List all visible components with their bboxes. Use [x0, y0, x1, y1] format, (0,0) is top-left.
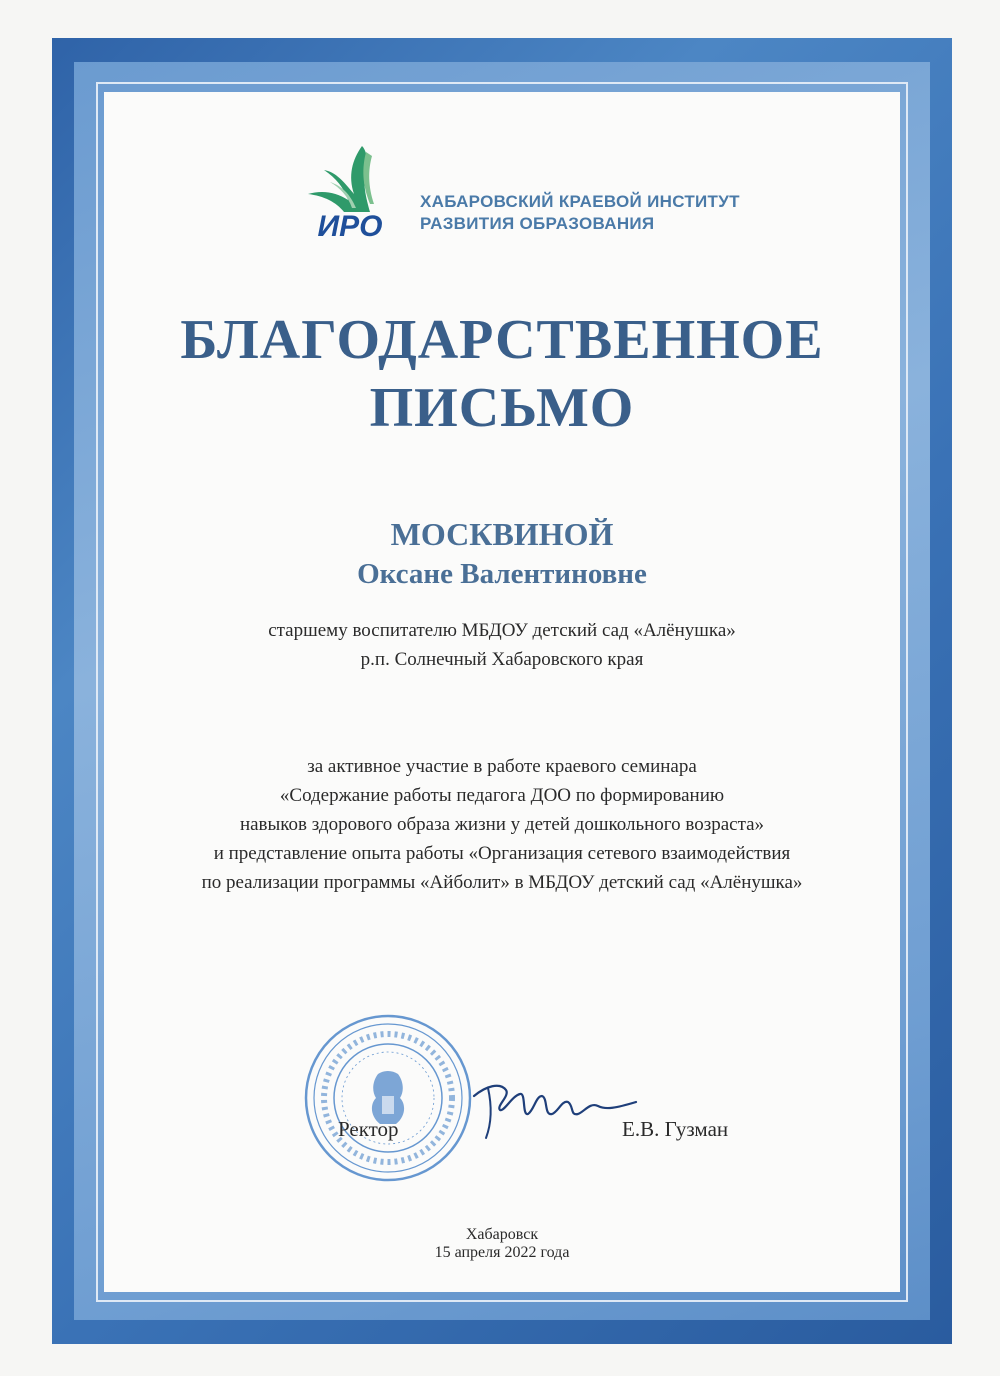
position-line1: старшему воспитателю МБДОУ детский сад «Алёнушка» [268, 620, 736, 641]
document-title-line1: БЛАГОДАРСТВЕННОЕ [180, 309, 824, 371]
institute-logo [300, 142, 410, 240]
issue-city: Хабаровск [465, 1226, 539, 1243]
document-title-line2: ПИСЬМО [369, 377, 635, 439]
rector-signature [466, 1066, 646, 1146]
issue-date: 15 апреля 2022 года [434, 1244, 570, 1261]
award-reason [104, 752, 900, 897]
logo-text: ИРО [317, 210, 383, 240]
reason-line5: по реализации программы «Айболит» в МБДОУ детский сад «Алёнушка» [201, 872, 803, 893]
recipient-surname: МОСКВИНОЙ [390, 516, 614, 552]
signer-name: Е.В. Гузман [622, 1117, 729, 1141]
recipient-given-names: Оксане Валентиновне [357, 558, 647, 590]
organization-name-line1: ХАБАРОВСКИЙ КРАЕВОЙ ИНСТИТУТ [420, 192, 740, 211]
reason-line3: навыков здорового образа жизни у детей дошкольного возраста» [239, 814, 765, 835]
organization-name-line2: РАЗВИТИЯ ОБРАЗОВАНИЯ [420, 214, 655, 233]
official-seal [302, 1012, 474, 1184]
reason-line2: «Содержание работы педагога ДОО по формированию [279, 785, 725, 806]
reason-line4: и представление опыта работы «Организация сетевого взаимодействия [213, 843, 791, 864]
reason-line1: за активное участие в работе краевого семинара [307, 756, 697, 777]
recipient-position [104, 616, 900, 674]
organization-name [420, 191, 840, 235]
signer-role: Ректор [338, 1117, 399, 1141]
position-line2: р.п. Солнечный Хабаровского края [360, 649, 644, 670]
